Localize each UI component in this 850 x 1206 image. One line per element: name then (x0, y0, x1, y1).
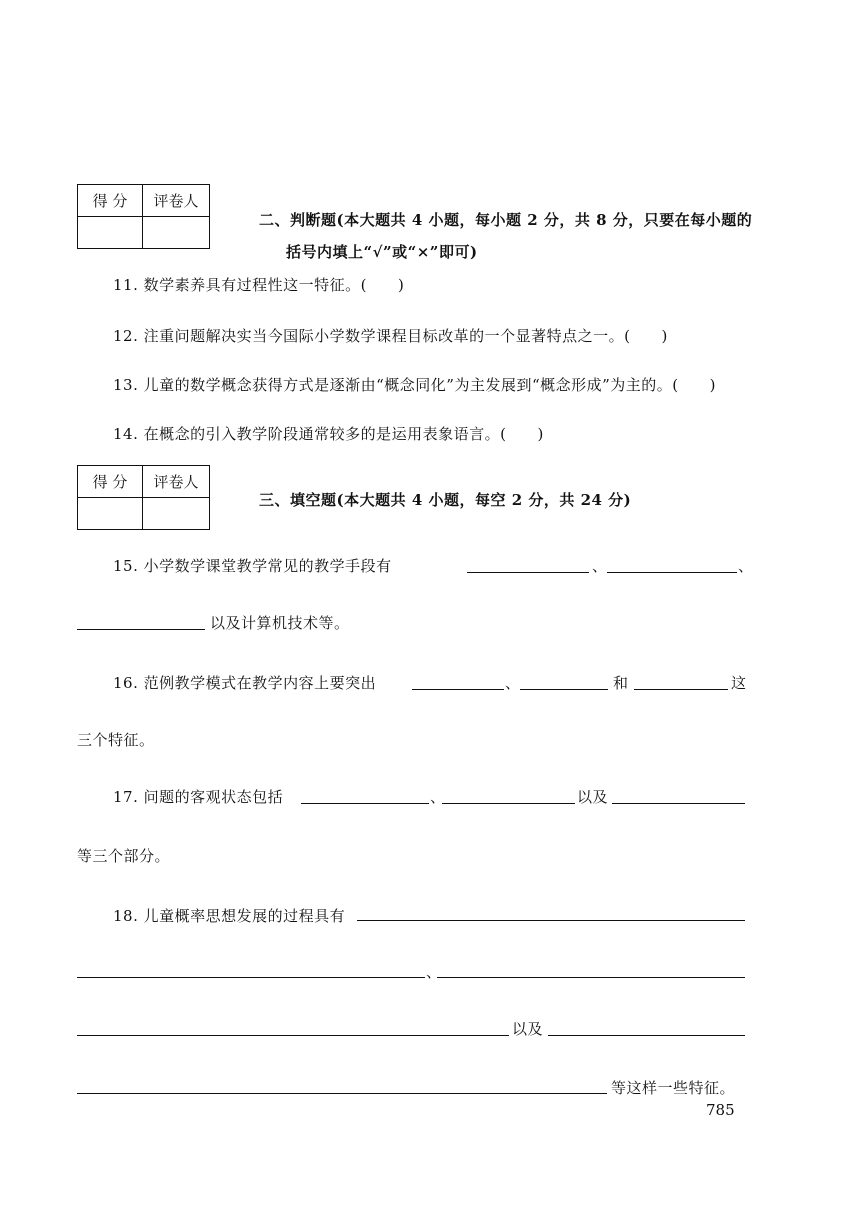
question-16-text: 16. 范例教学模式在教学内容上要突出 (113, 674, 377, 692)
answer-blank[interactable] (607, 572, 737, 573)
answer-blank[interactable] (467, 572, 589, 573)
question-17-text: 17. 问题的客观状态包括 (113, 788, 284, 806)
grader-label: 评卷人 (143, 466, 210, 498)
question-12: 12. 注重问题解决实当今国际小学数学课程目标改革的一个显著特点之一。( ) (113, 327, 668, 345)
answer-blank[interactable] (612, 803, 745, 804)
question-17-cont: 等三个部分。 (77, 847, 171, 865)
question-18-cont: 等这样一些特征。 (611, 1079, 736, 1097)
and-text: 和 (613, 674, 629, 692)
score-box-2 (77, 465, 210, 530)
question-15-text: 15. 小学数学课堂教学常见的教学手段有 (113, 557, 392, 575)
separator: 、 (592, 557, 608, 575)
grader-label: 评卷人 (143, 185, 210, 217)
section3-title: 三、填空题(本大题共 4 小题，每空 2 分，共 24 分) (259, 491, 632, 509)
end-text: 这 (731, 674, 747, 692)
answer-blank[interactable] (77, 1035, 509, 1036)
grader-cell[interactable] (143, 217, 210, 249)
answer-blank[interactable] (301, 803, 429, 804)
score-box-1 (77, 184, 210, 249)
separator: 、 (738, 557, 754, 575)
answer-blank[interactable] (437, 977, 745, 978)
separator: 、 (430, 788, 446, 806)
score-cell[interactable] (78, 217, 143, 249)
answer-blank[interactable] (520, 689, 608, 690)
answer-blank[interactable] (77, 629, 205, 630)
and-text: 以及 (512, 1020, 544, 1038)
answer-blank[interactable] (77, 977, 425, 978)
question-15-cont: 以及计算机技术等。 (210, 614, 350, 632)
question-18-text: 18. 儿童概率思想发展的过程具有 (113, 907, 346, 925)
answer-blank[interactable] (442, 803, 575, 804)
answer-blank[interactable] (77, 1093, 607, 1094)
grader-cell[interactable] (143, 498, 210, 530)
question-14: 14. 在概念的引入教学阶段通常较多的是运用表象语言。( ) (113, 425, 544, 443)
question-16-cont: 三个特征。 (77, 731, 155, 749)
section2-title-line1: 二、判断题(本大题共 4 小题，每小题 2 分，共 8 分，只要在每小题的 (259, 211, 753, 229)
and-text: 以及 (577, 788, 609, 806)
answer-blank[interactable] (357, 920, 745, 921)
answer-blank[interactable] (548, 1035, 745, 1036)
score-cell[interactable] (78, 498, 143, 530)
separator: 、 (426, 963, 442, 981)
score-label: 得 分 (78, 466, 143, 498)
answer-blank[interactable] (634, 689, 728, 690)
section2-title-line2: 括号内填上“√”或“×”即可) (286, 243, 478, 261)
page-number: 785 (706, 1101, 735, 1119)
answer-blank[interactable] (412, 689, 504, 690)
question-11: 11. 数学素养具有过程性这一特征。( ) (113, 276, 405, 294)
separator: 、 (505, 674, 521, 692)
score-label: 得 分 (78, 185, 143, 217)
question-13: 13. 儿童的数学概念获得方式是逐渐由“概念同化”为主发展到“概念形成”为主的。( ) (113, 376, 717, 394)
